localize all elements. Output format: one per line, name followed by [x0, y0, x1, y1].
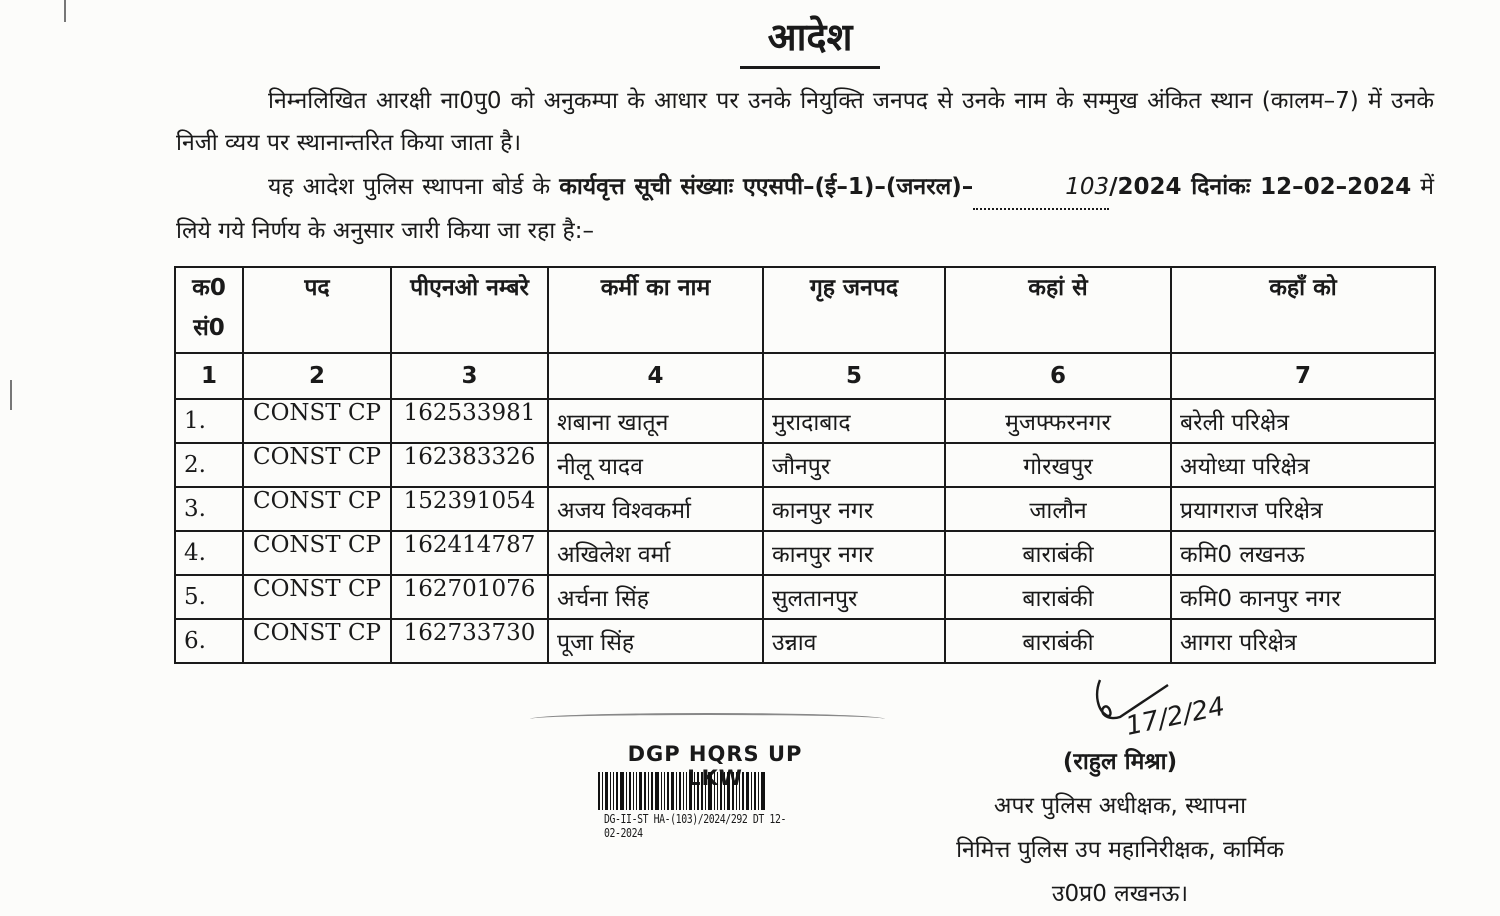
barcode-bar — [705, 772, 706, 810]
barcode-bar — [679, 772, 681, 810]
barcode-bar — [620, 772, 624, 810]
row-name: नीलू यादव — [548, 443, 763, 487]
table-header-row — [175, 267, 1435, 353]
column-number: 2 — [243, 353, 391, 399]
year-date: /2024 दिनांकः 12–02–2024 — [1109, 174, 1412, 200]
column-number: 7 — [1171, 353, 1435, 399]
header-sn: क0 सं0 — [175, 267, 243, 353]
table-row — [175, 575, 1435, 619]
row-name: अर्चना सिंह — [548, 575, 763, 619]
barcode-bar — [636, 772, 637, 810]
barcode-bar — [616, 772, 618, 810]
barcode-bar — [727, 772, 730, 810]
row-to: अयोध्या परिक्षेत्र — [1171, 443, 1435, 487]
barcode-bar — [639, 772, 642, 810]
row-home-district: उन्नाव — [763, 619, 945, 663]
row-to: प्रयागराज परिक्षेत्र — [1171, 487, 1435, 531]
order-paragraph-1: निम्नलिखित आरक्षी ना0पु0 को अनुकम्पा के आधार पर उनके नियुक्ति जनपद से उनके नाम के सम्मुख अंकित स्थान (कालम–7) में उनके निजी व्यय पर स्थानान्तरित किया जाता है। — [176, 88, 1434, 156]
row-home-district: कानपुर नगर — [763, 531, 945, 575]
row-post: CONST CP — [243, 399, 391, 443]
barcode-bar — [694, 772, 695, 810]
para2-end: में लिये गये निर्णय के अनुसार जारी किया जा रहा है:– — [176, 174, 1434, 244]
scan-mark — [64, 0, 66, 22]
row-sn: 2. — [175, 443, 243, 487]
barcode-bar — [754, 772, 756, 810]
row-pno: 162383326 — [391, 443, 548, 487]
barcode-bar — [626, 772, 627, 810]
barcode-bar — [598, 772, 600, 810]
row-to: बरेली परिक्षेत्र — [1171, 399, 1435, 443]
table-row — [175, 531, 1435, 575]
row-post: CONST CP — [243, 575, 391, 619]
table-row — [175, 487, 1435, 531]
row-home-district: जौनपुर — [763, 443, 945, 487]
page-title: आदेश — [740, 10, 880, 69]
row-pno: 162533981 — [391, 399, 548, 443]
barcode-bar — [676, 772, 677, 810]
row-to: कमि0 लखनऊ — [1171, 531, 1435, 575]
row-from: बाराबंकी — [945, 531, 1171, 575]
barcode-bar — [739, 772, 740, 810]
row-from: बाराबंकी — [945, 619, 1171, 663]
order-paragraph-2 — [176, 166, 1434, 252]
signer-office: उ0प्र0 लखनऊ। — [1051, 881, 1189, 907]
row-name: पूजा सिंह — [548, 619, 763, 663]
row-sn: 6. — [175, 619, 243, 663]
header-name: कर्मी का नाम — [548, 267, 763, 353]
row-post: CONST CP — [243, 531, 391, 575]
table-row — [175, 443, 1435, 487]
transfer-table — [174, 266, 1436, 664]
barcode-bar — [602, 772, 603, 810]
row-sn: 4. — [175, 531, 243, 575]
stamp-title: DGP HQRS UP — [627, 742, 803, 766]
row-pno: 162414787 — [391, 531, 548, 575]
row-post: CONST CP — [243, 619, 391, 663]
stamp-border — [530, 713, 885, 725]
barcode-bar — [671, 772, 674, 810]
barcode-bar — [661, 772, 662, 810]
barcode-bar — [736, 772, 737, 810]
barcode-bar — [683, 772, 684, 810]
row-name: अजय विश्वकर्मा — [548, 487, 763, 531]
row-post: CONST CP — [243, 443, 391, 487]
barcode-bar — [644, 772, 646, 810]
barcode-bar — [610, 772, 611, 810]
header-home-district: गृह जनपद — [763, 267, 945, 353]
barcode-bar — [651, 772, 653, 810]
barcode-bar — [605, 772, 608, 810]
column-number: 5 — [763, 353, 945, 399]
barcode-bar — [697, 772, 699, 810]
table-row — [175, 619, 1435, 663]
row-home-district: सुलतानपुर — [763, 575, 945, 619]
barcode-bar — [724, 772, 725, 810]
row-from: मुजफ्फरनगर — [945, 399, 1171, 443]
barcode-bar — [761, 772, 765, 810]
row-pno: 162701076 — [391, 575, 548, 619]
row-pno: 162733730 — [391, 619, 548, 663]
column-number: 4 — [548, 353, 763, 399]
table-row — [175, 399, 1435, 443]
order-number: 103 — [973, 166, 1109, 210]
scan-mark — [10, 380, 12, 410]
header-to: कहाँ को — [1171, 267, 1435, 353]
column-number: 6 — [945, 353, 1171, 399]
column-number-row — [175, 353, 1435, 399]
row-home-district: कानपुर नगर — [763, 487, 945, 531]
row-to: आगरा परिक्षेत्र — [1171, 619, 1435, 663]
barcode-bar — [714, 772, 715, 810]
header-post: पद — [243, 267, 391, 353]
barcode-bar — [686, 772, 687, 810]
barcode-bar — [667, 772, 669, 810]
row-from: जालौन — [945, 487, 1171, 531]
row-sn: 3. — [175, 487, 243, 531]
barcode-bar — [720, 772, 722, 810]
row-pno: 152391054 — [391, 487, 548, 531]
barcode-bar — [664, 772, 665, 810]
row-post: CONST CP — [243, 487, 391, 531]
row-name: शबाना खातून — [548, 399, 763, 443]
barcode-bar — [701, 772, 703, 810]
barcode-bar — [689, 772, 692, 810]
row-from: बाराबंकी — [945, 575, 1171, 619]
header-from: कहां से — [945, 267, 1171, 353]
row-from: गोरखपुर — [945, 443, 1171, 487]
signature-block — [930, 740, 1310, 916]
barcode-bar — [708, 772, 712, 810]
header-pno: पीएनओ नम्बरे — [391, 267, 548, 353]
column-number: 3 — [391, 353, 548, 399]
barcode-bar — [746, 772, 749, 810]
barcode-bar — [613, 772, 614, 810]
signer-name: (राहुल मिश्रा) — [1062, 749, 1178, 775]
barcode-bar — [717, 772, 718, 810]
row-home-district: मुरादाबाद — [763, 399, 945, 443]
row-sn: 1. — [175, 399, 243, 443]
signer-on-behalf: निमित्त पुलिस उप महानिरीक्षक, कार्मिक — [956, 837, 1284, 863]
barcode-bar — [629, 772, 631, 810]
row-name: अखिलेश वर्मा — [548, 531, 763, 575]
barcode-bar — [758, 772, 759, 810]
minutes-reference: कार्यवृत्त सूची संख्याः एएसपी–(ई–1)–(जनरल)– — [559, 174, 974, 200]
para2-start: यह आदेश पुलिस स्थापना बोर्ड के — [268, 174, 560, 200]
signer-designation: अपर पुलिस अधीक्षक, स्थापना — [993, 793, 1247, 819]
column-number: 1 — [175, 353, 243, 399]
barcode-bar — [633, 772, 634, 810]
barcode-bar — [732, 772, 734, 810]
barcode-bar — [742, 772, 744, 810]
barcode-bar — [655, 772, 659, 810]
row-to: कमि0 कानपुर नगर — [1171, 575, 1435, 619]
row-sn: 5. — [175, 575, 243, 619]
barcode-bar — [751, 772, 752, 810]
signature-date: 17/2/24 — [1123, 691, 1228, 742]
barcode-code: DG-II-ST HA-(103)/2024/292 DT 12-02-2024 — [604, 812, 786, 840]
barcode-bar — [648, 772, 649, 810]
barcode — [598, 772, 838, 810]
